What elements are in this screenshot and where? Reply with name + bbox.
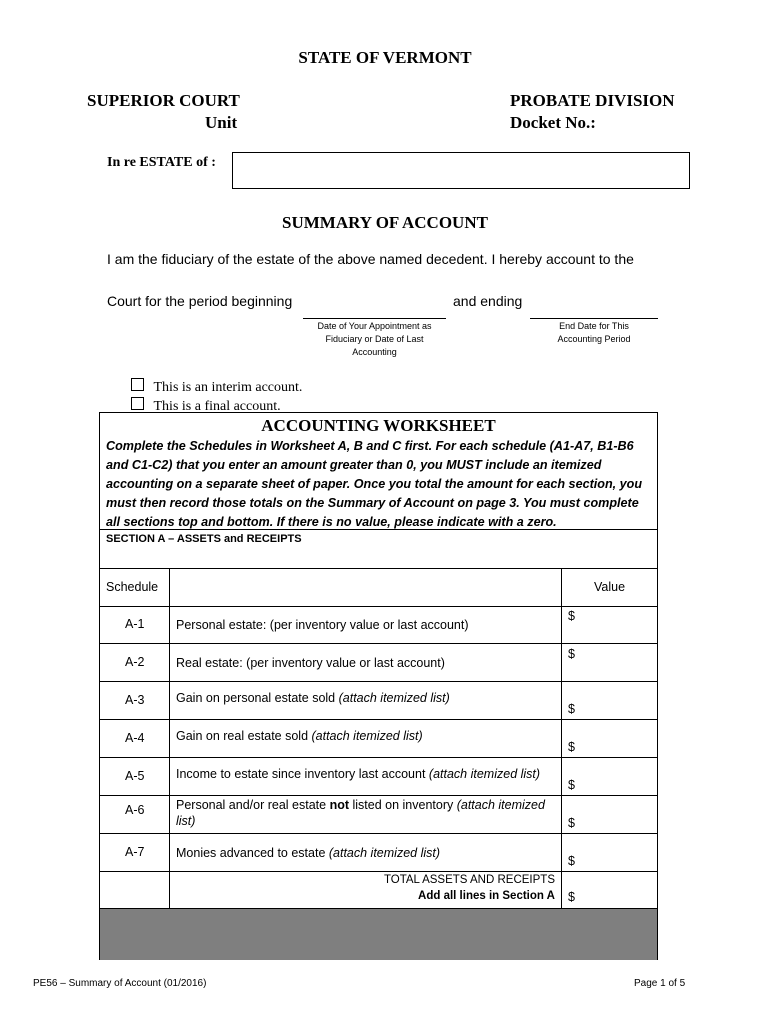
footer-page: Page 1 of 5	[634, 978, 686, 989]
schedule-description: Personal and/or real estate not listed on inventory (attach itemized list)	[176, 798, 545, 828]
schedule-description: Personal estate: (per inventory value or last account)	[176, 618, 469, 632]
period-begin-label: Court for the period beginning	[107, 293, 293, 309]
start-date-caption: Date of Your Appointment as Fiduciary or Date of Last Accounting	[317, 321, 432, 357]
total-value-field[interactable]: $	[568, 890, 575, 904]
footer-form-id: PE56 – Summary of Account (01/2016)	[33, 978, 207, 989]
schedule-row	[100, 682, 657, 720]
value-field[interactable]: $	[568, 609, 575, 623]
value-field[interactable]: $	[568, 702, 575, 716]
worksheet-instructions: Complete the Schedules in Worksheet A, B and C first. For each schedule (A1-A7, B1-B6 and C1-C2) that you enter an amount greater than 0, you MUST include an itemized accounting on a separate sheet of paper. Once you total the amount for each section, you must then record those totals on the Summary of Account on page 3. You must complete all sections top and bottom. If there is no value, please indicate with a zero.	[106, 439, 643, 529]
schedule-description: Monies advanced to estate (attach itemized list)	[176, 846, 441, 860]
col-schedule-header: Schedule	[106, 580, 159, 594]
total-label: TOTAL ASSETS AND RECEIPTS	[383, 874, 555, 886]
schedule-row	[100, 606, 657, 644]
total-sublabel: Add all lines in Section A	[418, 890, 555, 902]
docket-label: Docket No.:	[510, 113, 596, 132]
value-field[interactable]: $	[568, 778, 575, 792]
end-date-line[interactable]	[530, 318, 658, 319]
final-checkbox[interactable]	[131, 397, 144, 410]
schedule-code: A-7	[125, 845, 145, 859]
court-label: SUPERIOR COURT	[87, 91, 240, 110]
schedule-code: A-3	[125, 693, 145, 707]
schedule-code: A-1	[125, 617, 145, 631]
schedule-row	[100, 720, 657, 758]
interim-checkbox[interactable]	[131, 378, 144, 391]
value-field[interactable]: $	[568, 816, 575, 830]
total-row	[100, 872, 657, 908]
state-heading: STATE OF VERMONT	[298, 48, 472, 67]
schedule-description: Gain on real estate sold (attach itemized list)	[176, 729, 423, 743]
estate-label: In re ESTATE of :	[107, 155, 216, 170]
schedule-row	[100, 758, 657, 796]
value-field[interactable]: $	[568, 854, 575, 868]
schedule-description: Gain on personal estate sold (attach itemized list)	[176, 691, 450, 705]
summary-line-1: I am the fiduciary of the estate of the above named decedent. I hereby account to the	[107, 251, 634, 267]
value-field[interactable]: $	[568, 740, 575, 754]
end-date-caption: End Date for This Accounting Period	[557, 321, 631, 344]
schedule-code: A-6	[125, 803, 145, 817]
accounting-worksheet	[99, 412, 658, 960]
col-value-header: Value	[594, 580, 626, 594]
schedule-row	[100, 644, 657, 682]
schedule-description: Real estate: (per inventory value or last account)	[176, 656, 445, 670]
schedule-code: A-2	[125, 655, 145, 669]
division-label: PROBATE DIVISION	[510, 91, 675, 110]
interim-option[interactable]	[131, 378, 302, 396]
schedule-description: Income to estate since inventory last account (attach itemized list)	[176, 767, 541, 781]
interim-label: This is an interim account.	[153, 380, 303, 395]
column-header-row	[100, 568, 657, 606]
value-field[interactable]: $	[568, 647, 575, 661]
shaded-band	[100, 908, 657, 960]
summary-title: SUMMARY OF ACCOUNT	[282, 213, 488, 232]
schedule-row	[100, 796, 657, 834]
schedule-row	[100, 834, 657, 872]
unit-label: Unit	[205, 113, 238, 132]
schedule-code: A-5	[125, 769, 145, 783]
period-end-label: and ending	[453, 293, 523, 309]
final-label: This is a final account.	[153, 399, 281, 414]
worksheet-title: ACCOUNTING WORKSHEET	[261, 416, 496, 435]
section-a-heading: SECTION A – ASSETS and RECEIPTS	[106, 533, 302, 545]
start-date-line[interactable]	[303, 318, 446, 319]
schedule-code: A-4	[125, 731, 145, 745]
estate-name-field[interactable]	[232, 152, 690, 189]
